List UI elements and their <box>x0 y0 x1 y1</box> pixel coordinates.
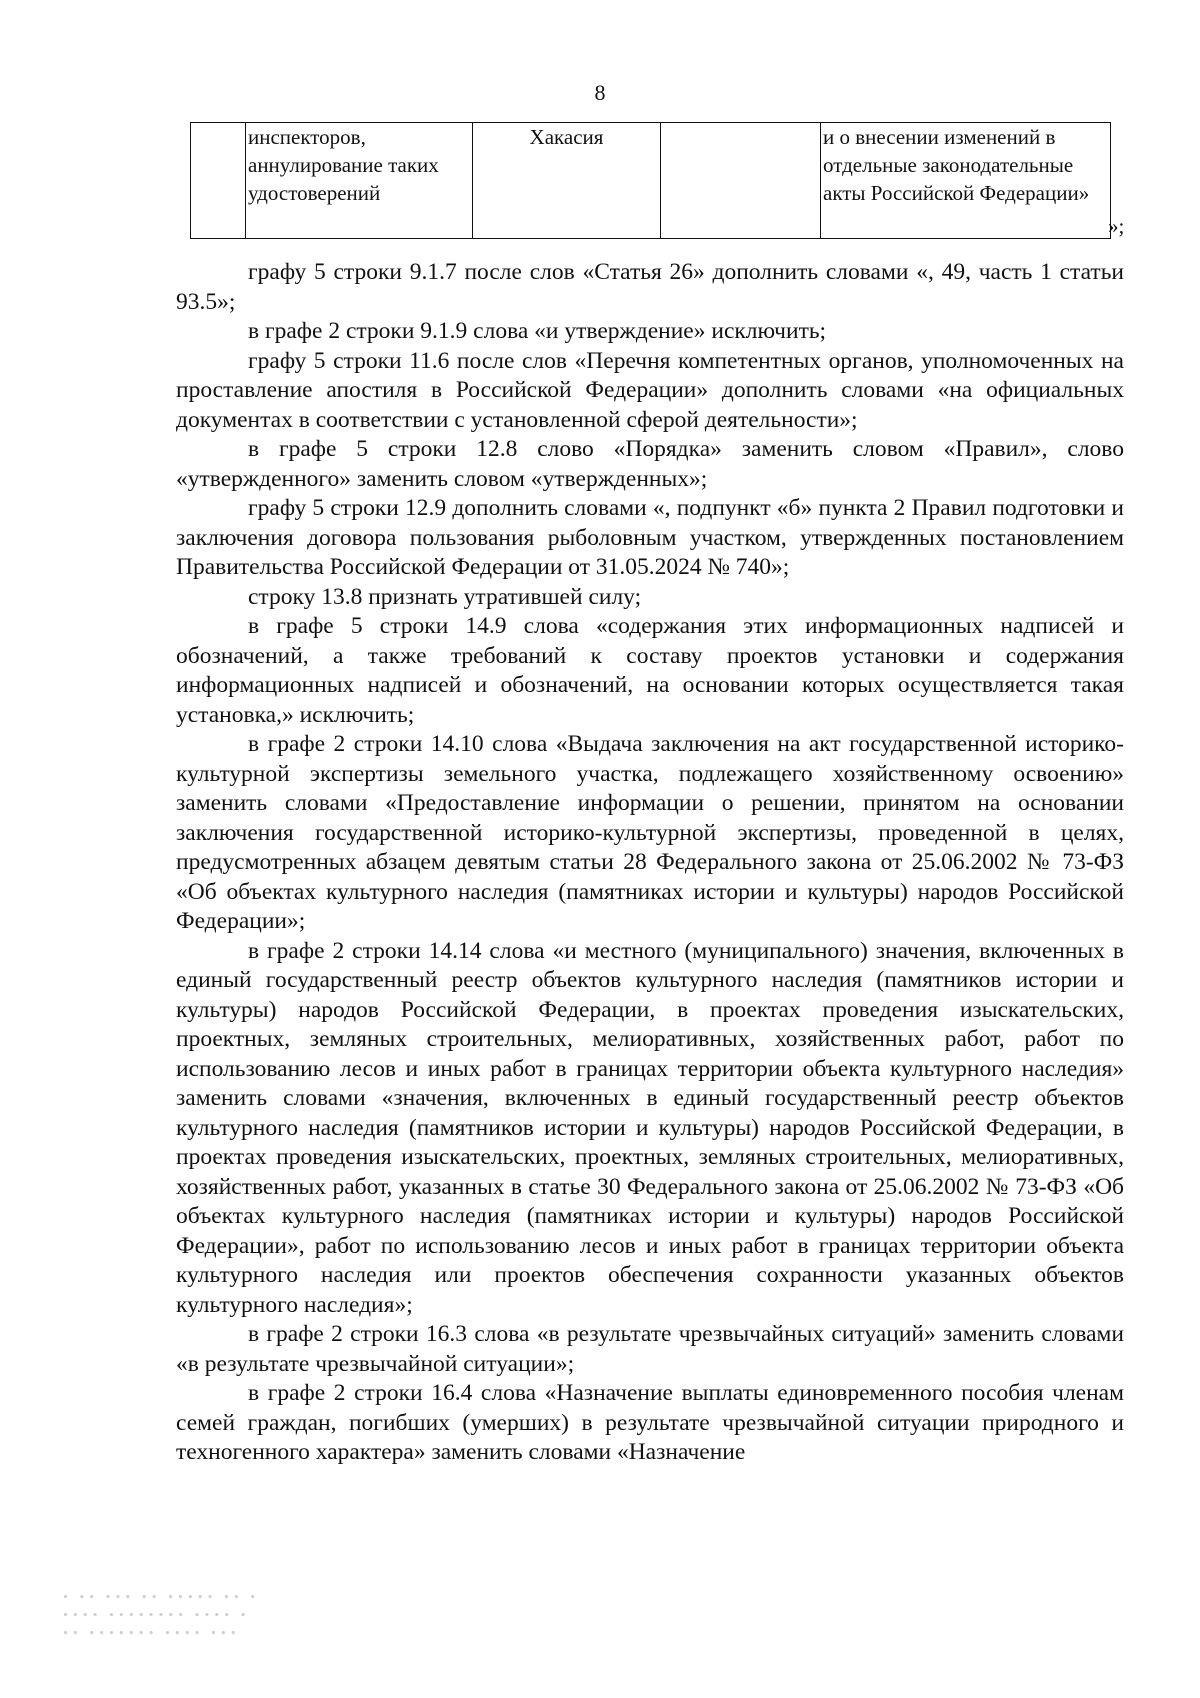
paragraph: в графе 2 строки 14.10 слова «Выдача заключения на акт государственной историко-культурной экспертизы земельного участка, подлежащего хозяйственному освоению» заменить словами «Предоставление информации о решении, принятом на основании заключения государственной историко-культурной экспертизы, проведенной в целях, предусмотренных абзацем девятым статьи 28 Федерального закона от 25.06.2002 № 73-ФЗ «Об объектах культурного наследия (памятниках истории и культуры) народов Российской Федерации»; <box>176 731 1124 934</box>
paragraph: в графе 5 строки 12.8 слово «Порядка» заменить словом «Правил», слово «утвержденного» заменить словом «утвержденных»; <box>176 436 1124 492</box>
paragraph: графу 5 строки 9.1.7 после слов «Статья 26» дополнить словами «, 49, часть 1 статьи 93.5»; <box>176 259 1124 315</box>
paragraph: в графе 2 строки 9.1.9 слова «и утверждение» исключить; <box>248 318 827 344</box>
paragraph: в графе 2 строки 16.4 слова «Назначение выплаты единовременного пособия членам семей граждан, погибших (умерших) в результате чрезвычайной ситуации природного и техногенного характера» заменить словами «Назначение <box>176 1380 1124 1465</box>
table-cell-row-number <box>191 123 246 239</box>
stamp-line: ∙∙∙∙ ∙∙∙∙∙∙∙∙ ∙∙∙∙ ∙ <box>62 1608 250 1621</box>
paragraph: строку 13.8 признать утратившей силу; <box>248 583 642 610</box>
page-number: 8 <box>594 80 606 105</box>
paragraph: в графе 5 строки 14.9 слова «содержания этих информационных надписей и обозначений, а также требований к составу проектов установки и содержания информационных надписей и обозначений, на основании которых осуществляется такая установка,» исключить; <box>176 613 1124 728</box>
stamp-line: ∙∙ ∙∙∙∙∙∙∙ ∙∙∙∙ ∙∙∙ <box>62 1626 240 1639</box>
continuation-table <box>190 122 1111 239</box>
table-cell-legal-basis: и о внесении изменений в отдельные законодательные акты Российской Федерации» <box>821 123 1111 239</box>
faded-stamp <box>62 1588 272 1642</box>
paragraph: графу 5 строки 12.9 дополнить словами «, подпункт «б» пункта 2 Правил подготовки и заключения договора пользования рыболовным участком, утвержденных постановлением Правительства Российской Федерации от 31.05.2024 № 740»; <box>176 495 1124 580</box>
amendments-text <box>176 258 1124 1468</box>
table-closing-quote: »; <box>1108 214 1125 238</box>
paragraph: графу 5 строки 11.6 после слов «Перечня компетентных органов, уполномоченных на проставление апостиля в Российской Федерации» дополнить словами «на официальных документах в соответствии с установленной сферой деятельности»; <box>176 347 1124 433</box>
table-row <box>191 123 1111 239</box>
stamp-line: ∙ ∙∙ ∙∙∙ ∙∙ ∙∙∙∙∙ ∙∙ ∙ <box>62 1590 260 1603</box>
table-cell-authority: Хакасия <box>473 123 661 239</box>
table-cell-empty <box>661 123 821 239</box>
paragraph: в графе 2 строки 14.14 слова «и местного (муниципального) значения, включенных в единый государственный реестр объектов культурного наследия (памятников истории и культуры) народов Российской Федерации, в проектах проведения изыскательских, проектных, земляных строительных, мелиоративных, хозяйственных работ, работ по использованию лесов и иных работ в границах территории объекта культурного наследия» заменить словами «значения, включенных в единый государственный реестр объектов культурного наследия (памятников истории и культуры) народов Российской Федерации, в проектах проведения изыскательских, проектных, земляных строительных, мелиоративных, хозяйственных работ, указанных в статье 30 Федерального закона от 25.06.2002 № 73-ФЗ «Об объектах культурного наследия (памятниках истории и культуры) народов Российской Федерации», работ по использованию лесов и иных работ в границах территории объекта культурного наследия или проектов обеспечения сохранности указанных объектов культурного наследия»; <box>176 937 1124 1318</box>
paragraph: в графе 2 строки 16.3 слова «в результате чрезвычайных ситуаций» заменить словами «в результате чрезвычайной ситуации»; <box>176 1321 1124 1377</box>
table-cell-service-name: инспекторов, аннулирование таких удостоверений <box>246 123 473 239</box>
